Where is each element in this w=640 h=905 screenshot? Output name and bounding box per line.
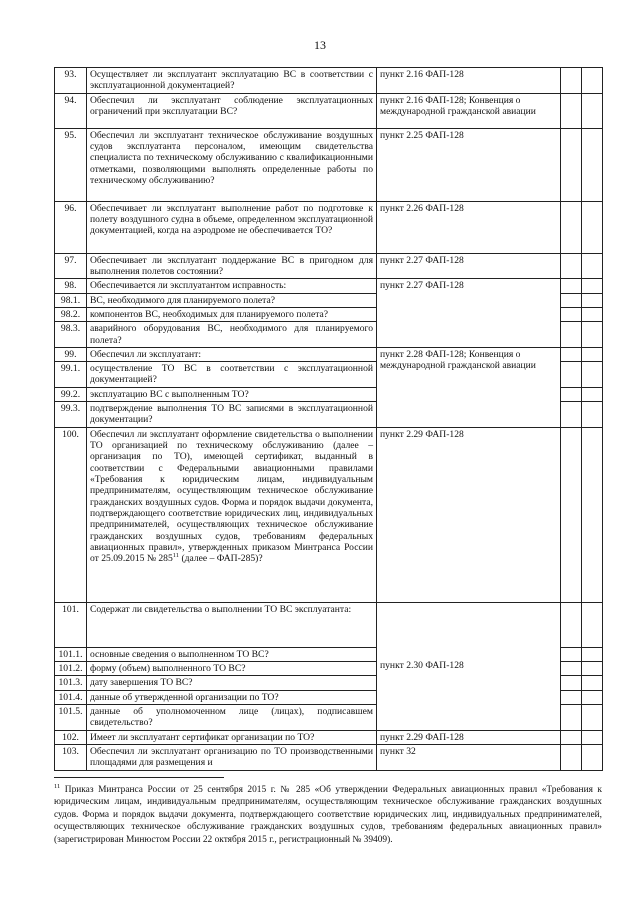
answer-cell [561,347,582,361]
question-body: Обеспечил ли эксплуатант оформление свидетельства о выполнении ТО организацией по техническому обслуживанию (далее – организация по ТО), имеющей сертификат, выданный в соответствии с Федеральными авиационными правилами «Требования к юридическим лицам, индивидуальным предпринимателям, осуществляющим техническое обслуживание гражданских воздушных судов. Форма и порядок выдачи документа, подтверждающего соответствие юридических лиц, индивидуальных предпринимателей, осуществляющих техническое обслуживание гражданских воздушных судов, требованиям федеральных авиационных правил», утвержденных приказом Минтранса России от 25.09.2015 № 285 [90,428,373,565]
question-text: Осуществляет ли эксплуатант эксплуатацию ВС в соответствии с эксплуатационной документацией? [87,68,377,94]
question-text: дату завершения ТО ВС? [87,676,377,690]
row-number: 100. [55,427,87,602]
table-row [55,744,603,770]
answer-cell [582,402,603,428]
footnote-text: Приказ Минтранса России от 25 сентября 2015 г. № 285 «Об утверждении Федеральных авиационных правил «Требования к юридическим лицам, индивидуальным предпринимателям, осуществляющим техническое обслуживание гражданских воздушных судов. Форма и порядок выдачи документа, подтверждающего соответствие юридических лиц, индивидуальных предпринимателей, осуществляющих техническое обслуживание гражданских воздушных судов, требованиям федеральных авиационных правил» (зарегистрирован Минюстом России 22 октября 2015 г., регистрационный № 39409). [54,785,602,845]
answer-cell [561,293,582,307]
row-number: 95. [55,128,87,201]
legal-reference: пункт 2.30 ФАП-128 [377,602,561,730]
question-text: основные сведения о выполненном ТО ВС? [87,647,377,661]
question-text: Обеспечил ли эксплуатант соблюдение эксплуатационных ограничений при эксплуатации ВС? [87,93,377,128]
answer-cell [582,704,603,730]
answer-cell [561,322,582,348]
answer-cell [561,387,582,401]
table-row [55,347,603,361]
legal-reference: пункт 2.16 ФАП-128; Конвенция о международной гражданской авиации [377,93,561,128]
question-text: Обеспечивает ли эксплуатант выполнение работ по подготовке к полету воздушного судна в объеме, определенном эксплуатационной документацией, когда на аэродроме не обеспечивается ТО? [87,201,377,253]
row-number: 101.3. [55,676,87,690]
table-row [55,427,603,602]
answer-cell [582,253,603,279]
legal-reference: пункт 2.16 ФАП-128 [377,68,561,94]
table-row [55,201,603,253]
question-text: данные об уполномоченном лице (лицах), подписавшем свидетельство? [87,704,377,730]
answer-cell [582,730,603,744]
answer-cell [561,307,582,321]
answer-cell [561,676,582,690]
answer-cell [582,662,603,676]
row-number: 99. [55,347,87,361]
answer-cell [561,402,582,428]
question-text: Обеспечил ли эксплуатант организацию по ТО производственными площадями для размещения и [87,744,377,770]
page-number: 13 [314,38,326,52]
answer-cell [561,68,582,94]
legal-reference: пункт 2.26 ФАП-128 [377,201,561,253]
question-tail: (далее – ФАП-285)? [179,553,263,565]
row-number: 101.4. [55,690,87,704]
answer-cell [582,279,603,293]
answer-cell [561,730,582,744]
question-text: Обеспечил ли эксплуатант техническое обслуживание воздушных судов эксплуатанта персоналом, имеющим свидетельства специалиста по техническому обслуживанию с квалификационными отметками, позволяющими выполнять определенные работы по техническому обслуживанию? [87,128,377,201]
table-row [55,68,603,94]
table-row [55,93,603,128]
question-text: эксплуатацию ВС с выполненным ТО? [87,387,377,401]
row-number: 99.1. [55,362,87,388]
row-number: 101. [55,602,87,647]
answer-cell [561,602,582,647]
answer-cell [582,307,603,321]
question-text: Обеспечивает ли эксплуатант поддержание ВС в пригодном для выполнения полетов состоянии? [87,253,377,279]
answer-cell [561,427,582,602]
answer-cell [582,68,603,94]
answer-cell [561,704,582,730]
question-text: компонентов ВС, необходимых для планируемого полета? [87,307,377,321]
table-row [55,730,603,744]
legal-reference: пункт 2.29 ФАП-128 [377,730,561,744]
answer-cell [582,744,603,770]
answer-cell [582,676,603,690]
answer-cell [582,362,603,388]
answer-cell [561,201,582,253]
table-row [55,279,603,293]
legal-reference: пункт 2.29 ФАП-128 [377,427,561,602]
row-number: 94. [55,93,87,128]
footnote [54,784,602,846]
question-text: данные об утвержденной организации по ТО? [87,690,377,704]
row-number: 97. [55,253,87,279]
row-number: 99.3. [55,402,87,428]
question-text: Обеспечивается ли эксплуатантом исправность: [87,279,377,293]
answer-cell [582,427,603,602]
table-row [55,128,603,201]
answer-cell [582,387,603,401]
question-text: подтверждение выполнения ТО ВС записями в эксплуатационной документации? [87,402,377,428]
row-number: 98.2. [55,307,87,321]
answer-cell [561,690,582,704]
table-row [55,602,603,647]
checklist-table [54,67,603,771]
answer-cell [582,647,603,661]
row-number: 103. [55,744,87,770]
answer-cell [582,322,603,348]
question-text [87,427,377,602]
question-text: Обеспечил ли эксплуатант: [87,347,377,361]
legal-reference: пункт 32 [377,744,561,770]
legal-reference: пункт 2.25 ФАП-128 [377,128,561,201]
row-number: 101.2. [55,662,87,676]
question-text: осуществление ТО ВС в соответствии с эксплуатационной документацией? [87,362,377,388]
footnote-ref: 11 [172,551,180,559]
question-text: форму (объем) выполненного ТО ВС? [87,662,377,676]
answer-cell [561,279,582,293]
table-row [55,253,603,279]
legal-reference: пункт 2.27 ФАП-128 [377,279,561,348]
question-text: Содержат ли свидетельства о выполнении ТО ВС эксплуатанта: [87,602,377,647]
row-number: 96. [55,201,87,253]
answer-cell [582,93,603,128]
row-number: 98.1. [55,293,87,307]
answer-cell [561,362,582,388]
answer-cell [561,253,582,279]
answer-cell [582,201,603,253]
answer-cell [582,347,603,361]
row-number: 101.1. [55,647,87,661]
answer-cell [582,690,603,704]
answer-cell [582,128,603,201]
legal-reference: пункт 2.27 ФАП-128 [377,253,561,279]
answer-cell [561,128,582,201]
row-number: 99.2. [55,387,87,401]
answer-cell [561,662,582,676]
question-text: Имеет ли эксплуатант сертификат организации по ТО? [87,730,377,744]
row-number: 102. [55,730,87,744]
answer-cell [561,744,582,770]
row-number: 98. [55,279,87,293]
row-number: 101.5. [55,704,87,730]
question-text: аварийного оборудования ВС, необходимого для планируемого полета? [87,322,377,348]
question-text: ВС, необходимого для планируемого полета? [87,293,377,307]
answer-cell [561,93,582,128]
answer-cell [582,602,603,647]
footnote-divider [54,777,224,778]
answer-cell [561,647,582,661]
row-number: 93. [55,68,87,94]
answer-cell [582,293,603,307]
footnote-marker: 11 [54,782,61,790]
row-number: 98.3. [55,322,87,348]
legal-reference: пункт 2.28 ФАП-128; Конвенция о международной гражданской авиации [377,347,561,427]
